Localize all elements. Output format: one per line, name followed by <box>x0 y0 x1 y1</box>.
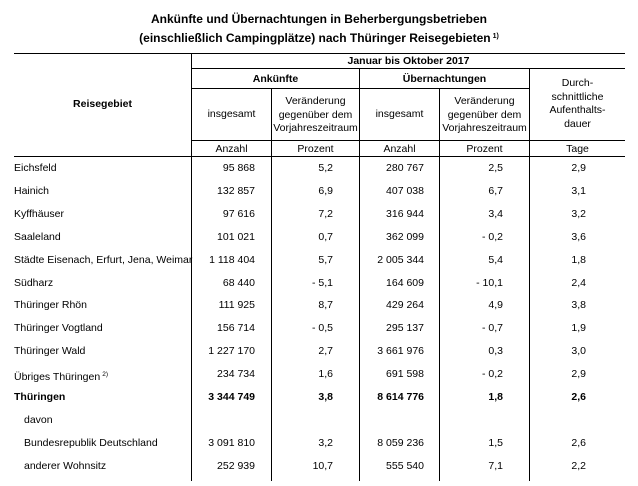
avg-stay-header <box>530 77 625 131</box>
row-footnote-mark: 2) <box>102 371 108 378</box>
arrivals-count-cell: 111 925 <box>218 299 255 311</box>
arrivals-change-cell: 3,2 <box>318 437 333 449</box>
row-label-text: Übriges Thüringen <box>14 371 101 383</box>
avg-stay-cell: 3,1 <box>571 185 586 197</box>
arrivals-total-header: insgesamt <box>207 108 256 120</box>
arrivals-count-cell: 68 440 <box>222 277 255 289</box>
avg-stay-cell: 3,6 <box>571 231 586 243</box>
title-footnote-mark: 1) <box>492 33 499 40</box>
arrivals-change-cell: 1,6 <box>318 368 333 380</box>
overnights-change-cell: 3,4 <box>488 208 503 220</box>
row-label <box>14 345 85 358</box>
period-header: Januar bis Oktober 2017 <box>347 55 470 67</box>
overnights-count-cell: 362 099 <box>386 231 424 243</box>
arrivals-count-cell: 95 868 <box>222 162 255 174</box>
overnights-change-line-2: gegenüber dem <box>447 108 522 121</box>
overnights-count-cell: 8 059 236 <box>377 437 424 449</box>
avg-stay-cell: 3,8 <box>571 299 586 311</box>
period-rule <box>192 68 625 69</box>
title-line-1: Ankünfte und Übernachtungen in Beherbergungsbetrieben <box>150 12 488 26</box>
arrivals-count-cell: 234 734 <box>217 368 255 380</box>
avg-stay-cell: 2,6 <box>571 437 586 449</box>
row-label <box>14 208 64 221</box>
row-label <box>24 414 53 427</box>
overnights-change-cell: 5,4 <box>488 254 503 266</box>
unit-arrivals: Anzahl <box>215 143 248 155</box>
row-label-text: Hainich <box>14 185 50 197</box>
arrivals-change-cell: 3,8 <box>318 391 333 403</box>
overnights-count-cell: 3 661 976 <box>377 345 424 357</box>
overnights-count-cell: 8 614 776 <box>377 391 424 403</box>
row-label-text: Kyffhäuser <box>14 208 65 220</box>
row-label-text: davon <box>24 414 53 426</box>
row-label-text: Bundesrepublik Deutschland <box>24 437 158 449</box>
row-label <box>14 162 57 175</box>
header-top-rule <box>14 53 625 54</box>
overnights-count-cell: 316 944 <box>386 208 424 220</box>
unit-overnights-change: Prozent <box>466 143 503 155</box>
overnights-change-header <box>440 95 529 136</box>
overnights-change-cell: - 0,7 <box>481 322 503 334</box>
overnights-count-cell: 429 264 <box>386 299 424 311</box>
avg-stay-cell: 2,4 <box>571 277 586 289</box>
row-label-text: Südharz <box>14 277 54 289</box>
avg-stay-line-4: dauer <box>564 117 591 130</box>
arrivals-change-cell: - 5,1 <box>311 277 333 289</box>
arrivals-change-cell: 8,7 <box>318 299 333 311</box>
arrivals-count-cell: 156 714 <box>217 322 255 334</box>
header-bottom-rule <box>14 156 625 157</box>
arrivals-change-header <box>272 95 359 136</box>
avg-stay-line-2: schnittliche <box>551 90 604 103</box>
title-line-2-text: (einschließlich Campingplätze) nach Thüringer Reisegebieten <box>139 31 491 45</box>
avg-stay-cell: 3,0 <box>571 345 586 357</box>
overnights-change-cell: 0,3 <box>488 345 503 357</box>
arrivals-count-cell: 97 616 <box>222 208 255 220</box>
overnights-change-line-3: Vorjahreszeitraum <box>442 122 527 134</box>
avg-stay-cell: 2,9 <box>571 162 586 174</box>
avg-stay-cell: 2,9 <box>571 368 586 380</box>
arrivals-count-cell: 101 021 <box>217 231 255 243</box>
arrivals-header: Ankünfte <box>252 73 299 85</box>
row-label-text: Thüringen <box>14 391 66 403</box>
overnights-change-cell: - 0,2 <box>481 368 503 380</box>
arrivals-count-cell: 3 344 749 <box>208 391 255 403</box>
arrivals-change-cell: 2,7 <box>318 345 333 357</box>
overnights-change-cell: 1,5 <box>488 437 503 449</box>
unit-overnights: Anzahl <box>383 143 416 155</box>
arrivals-change-line-2: gegenüber dem <box>278 108 353 121</box>
unit-stay: Tage <box>566 143 589 155</box>
units-rule <box>192 140 625 141</box>
arrivals-change-cell: 10,7 <box>312 460 333 472</box>
row-label-text: anderer Wohnsitz <box>24 460 107 472</box>
overnights-change-cell: 4,9 <box>488 299 503 311</box>
row-label-text: Eichsfeld <box>14 162 57 174</box>
overnights-count-cell: 164 609 <box>386 277 424 289</box>
row-label <box>14 322 103 335</box>
row-label <box>14 391 65 404</box>
row-label <box>14 185 49 198</box>
arrivals-change-cell: 6,9 <box>318 185 333 197</box>
row-label-text: Thüringer Wald <box>14 345 86 357</box>
row-label-text: Saaleland <box>14 231 61 243</box>
overnights-change-cell: 7,1 <box>488 460 503 472</box>
arrivals-change-line-3: Vorjahreszeitraum <box>273 122 358 134</box>
overnights-count-cell: 407 038 <box>386 185 424 197</box>
overnights-count-cell: 295 137 <box>386 322 424 334</box>
avg-stay-line-3: Aufenthalts- <box>549 104 606 116</box>
row-label <box>24 460 106 473</box>
arrivals-change-cell: 7,2 <box>318 208 333 220</box>
row-label <box>14 277 53 290</box>
overnights-change-cell: 1,8 <box>488 391 503 403</box>
avg-stay-cell: 2,2 <box>571 460 586 472</box>
overnights-count-cell: 555 540 <box>386 460 424 472</box>
arrivals-count-cell: 252 939 <box>217 460 255 472</box>
overnights-header: Übernachtungen <box>402 73 487 85</box>
avg-stay-cell: 1,9 <box>571 322 586 334</box>
overnights-change-cell: - 0,2 <box>481 231 503 243</box>
overnights-total-header: insgesamt <box>375 108 424 120</box>
arrivals-change-cell: 5,7 <box>318 254 333 266</box>
arrivals-overnights-divider <box>359 68 360 481</box>
overnights-count-cell: 691 598 <box>386 368 424 380</box>
overnights-change-cell: - 10,1 <box>476 277 503 289</box>
unit-arrivals-change: Prozent <box>297 143 334 155</box>
overnights-count-cell: 280 767 <box>386 162 424 174</box>
arrivals-count-cell: 132 857 <box>217 185 255 197</box>
group-rule <box>192 88 529 89</box>
avg-stay-cell: 1,8 <box>571 254 586 266</box>
row-label <box>14 368 108 384</box>
arrivals-change-cell: 0,7 <box>318 231 333 243</box>
arrivals-count-cell: 1 118 404 <box>209 254 255 266</box>
avg-stay-line-1: Durch- <box>561 77 594 89</box>
row-label-text: Thüringer Rhön <box>14 299 87 311</box>
overnights-count-cell: 2 005 344 <box>377 254 424 266</box>
row-label <box>24 437 158 450</box>
arrivals-count-cell: 1 227 170 <box>208 345 255 357</box>
avg-stay-cell: 3,2 <box>571 208 586 220</box>
row-label <box>14 231 61 244</box>
arrivals-change-cell: - 0,5 <box>311 322 333 334</box>
arrivals-change-cell: 5,2 <box>318 162 333 174</box>
row-label-text: Thüringer Vogtland <box>14 322 103 334</box>
row-label <box>14 299 87 312</box>
row-label-text: Städte Eisenach, Erfurt, Jena, Weimar <box>14 254 193 266</box>
arrivals-count-cell: 3 091 810 <box>208 437 255 449</box>
region-header: Reisegebiet <box>73 98 132 110</box>
overnights-change-cell: 2,5 <box>488 162 503 174</box>
overnights-change-cell: 6,7 <box>488 185 503 197</box>
avg-stay-cell: 2,6 <box>571 391 586 403</box>
arrivals-change-line-1: Veränderung <box>285 95 346 107</box>
overnights-change-line-1: Veränderung <box>454 95 515 107</box>
